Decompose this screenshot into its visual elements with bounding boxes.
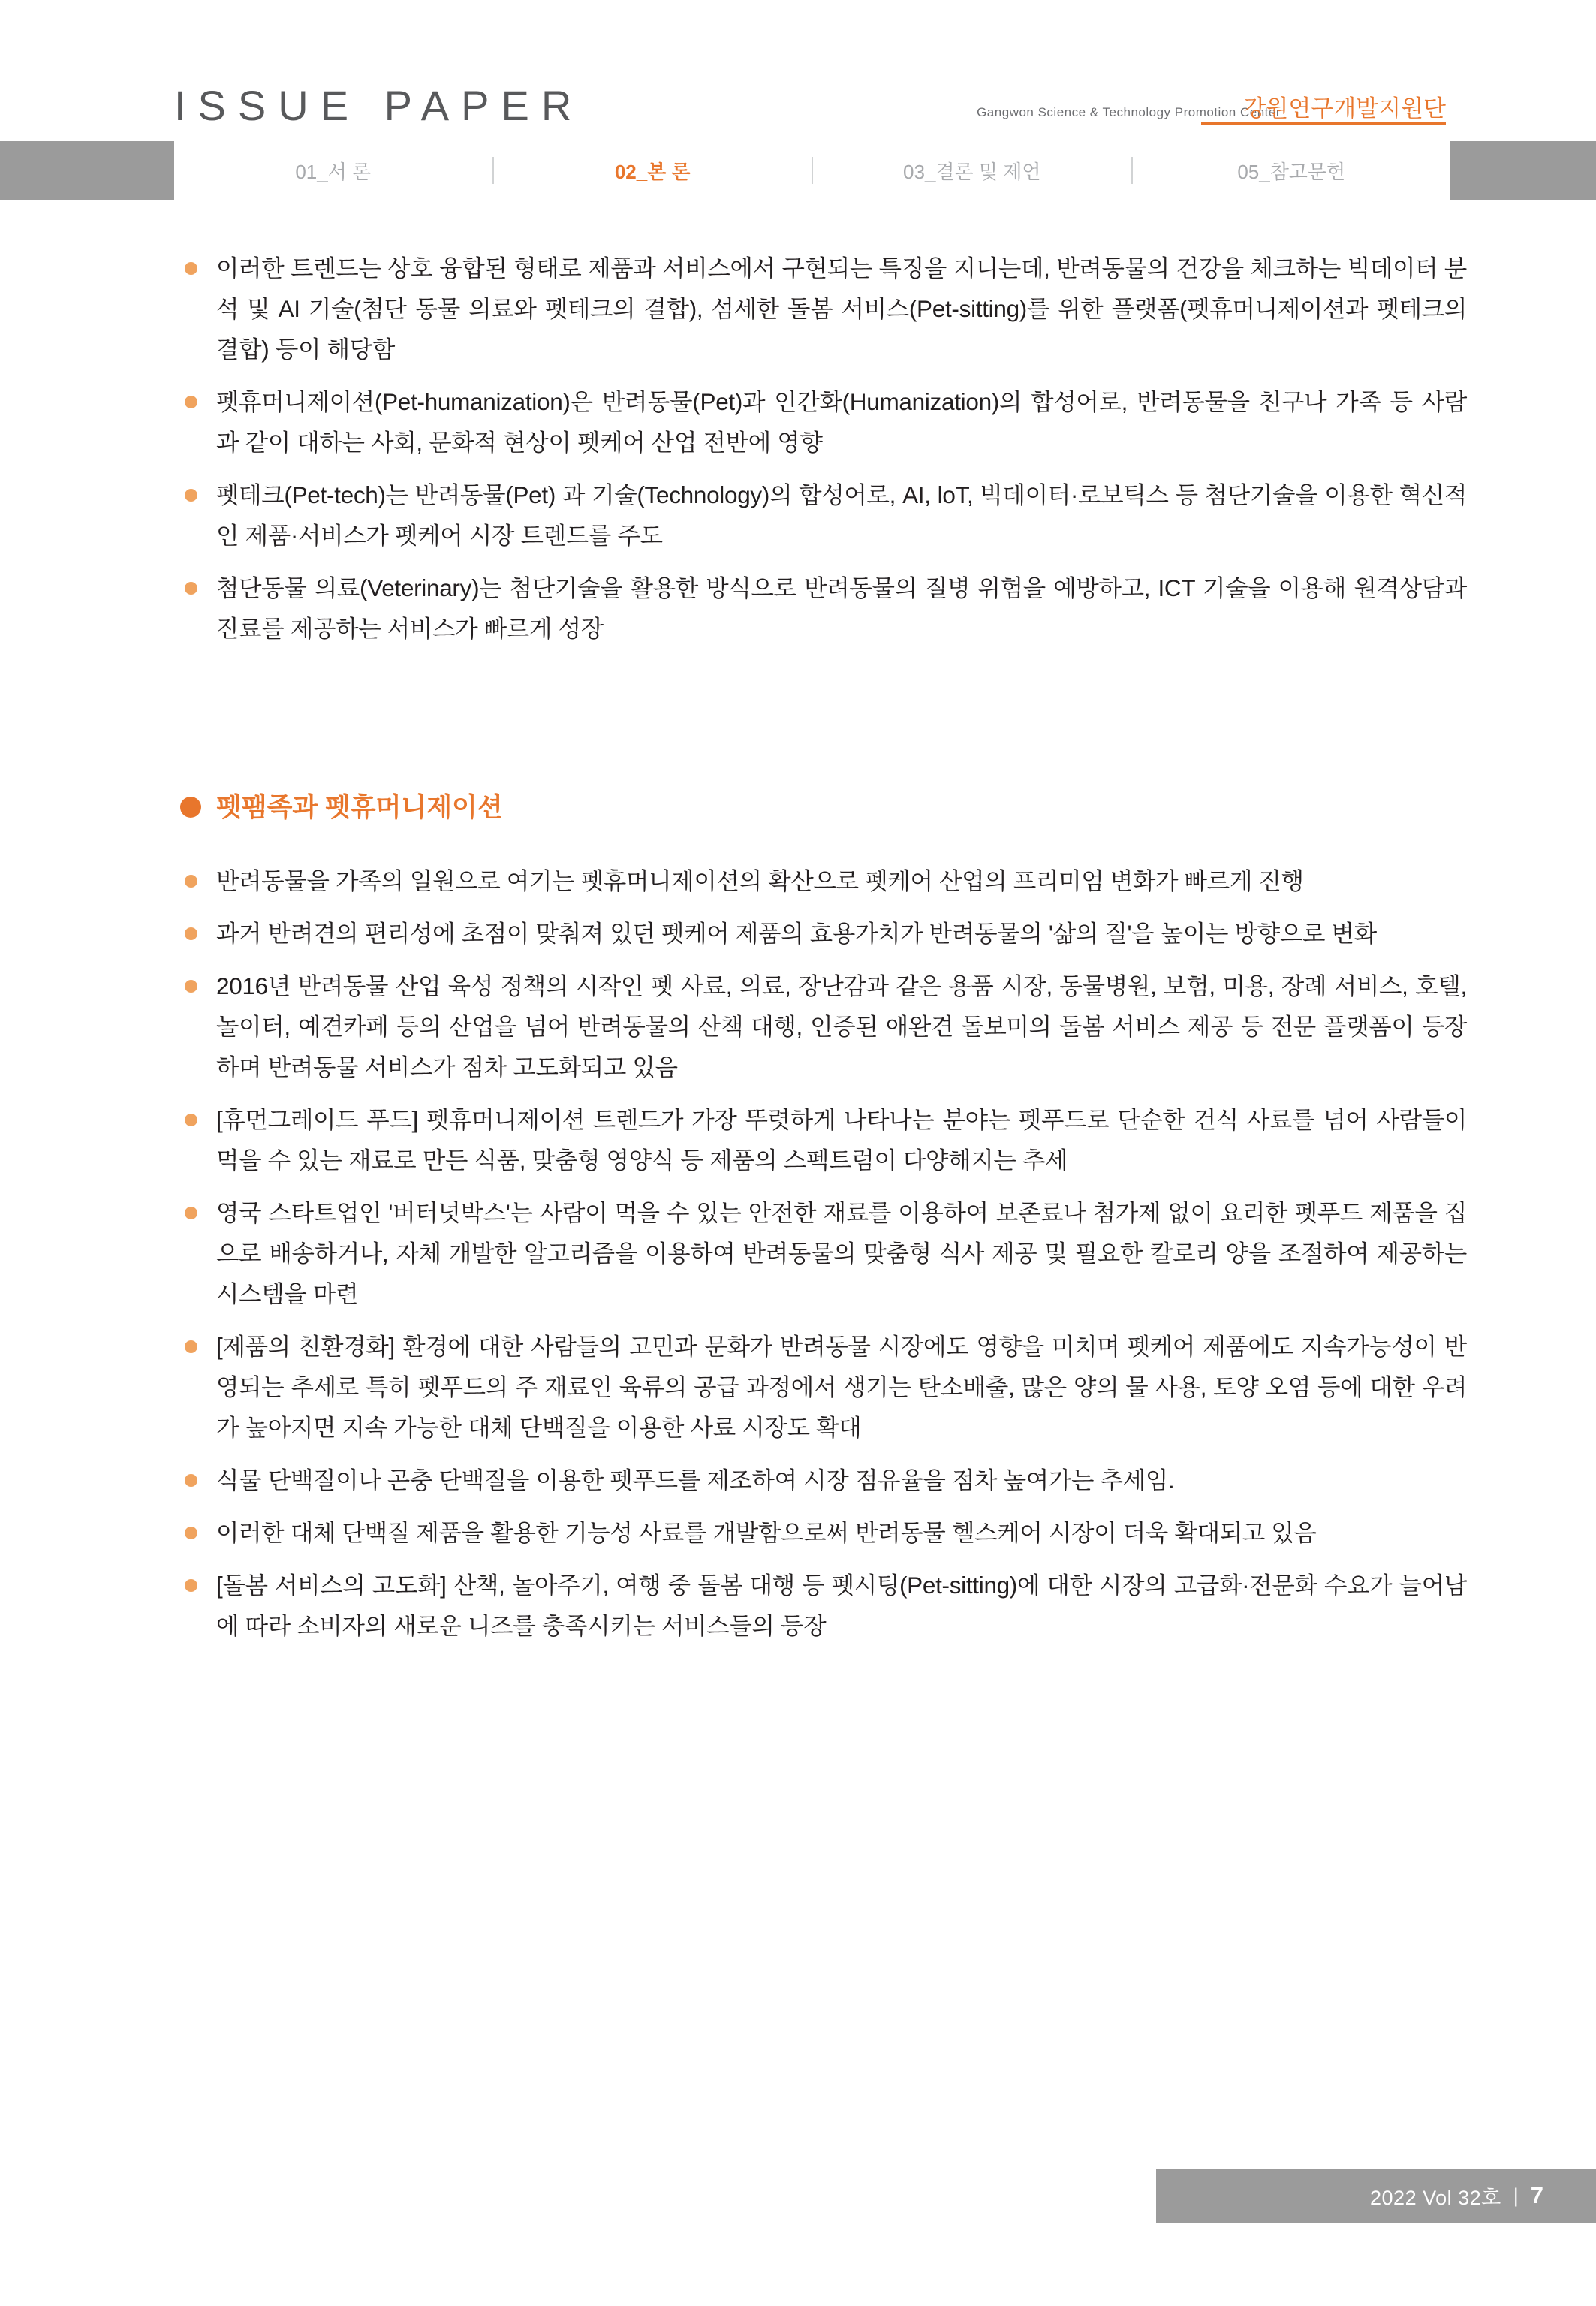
organization-name-ko: 강원연구개발지원단 xyxy=(1243,95,1446,122)
organization-underline xyxy=(1201,122,1446,125)
page-footer xyxy=(1156,2169,1596,2223)
organization-name-en: Gangwon Science & Technology Promotion Center xyxy=(977,105,1281,119)
section-heading xyxy=(173,788,1467,827)
list-item-text: 과거 반려견의 편리성에 초점이 맞춰져 있던 펫케어 제품의 효용가치가 반려동물의 '삶의 질'을 높이는 방향으로 변화 xyxy=(216,920,1377,947)
page-header xyxy=(0,0,1596,203)
bullet-dot-icon xyxy=(185,582,197,595)
bullet-dot-icon xyxy=(185,1474,197,1487)
bullet-dot-icon xyxy=(185,1527,197,1539)
list-item-text: 첨단동물 의료(Veterinary)는 첨단기술을 활용한 방식으로 반려동물의 질병 위험을 예방하고, ICT 기술을 이용해 원격상담과 진료를 제공하는 서비스가 빠르게 성장 xyxy=(216,574,1467,642)
nav-item-conclusion[interactable]: 03_결론 및 제언 xyxy=(903,160,1041,183)
bullet-dot-icon xyxy=(185,980,197,993)
list-item-text: 영국 스타트업인 '버터넛박스'는 사람이 먹을 수 있는 안전한 재료를 이용하여 보존료나 첨가제 없이 요리한 펫푸드 제품을 집으로 배송하거나, 자체 개발한 알고리즘을 이용하여 반려동물의 맞춤형 식사 제공 및 필요한 칼로리 양을 조절하여 제공하는 시스템을 마련 xyxy=(216,1199,1467,1307)
list-item xyxy=(173,1512,1467,1553)
nav-item-main-body[interactable]: 02_본 론 xyxy=(614,160,691,183)
list-item xyxy=(173,475,1467,556)
list-item xyxy=(173,1460,1467,1500)
list-item-text: 펫테크(Pet-tech)는 반려동물(Pet) 과 기술(Technology)의 합성어로, AI, loT, 빅데이터·로보틱스 등 첨단기술을 이용한 혁신적인 제품·서비스가 펫케어 시장 트렌드를 주도 xyxy=(216,481,1467,549)
section-spacer xyxy=(0,661,1596,716)
navigation-bar xyxy=(174,141,1450,200)
list-item xyxy=(173,381,1467,463)
list-item-text: [제품의 친환경화] 환경에 대한 사람들의 고민과 문화가 반려동물 시장에도 영향을 미치며 펫케어 제품에도 지속가능성이 반영되는 추세로 특히 펫푸드의 주 재료인 육류의 공급 과정에서 생기는 탄소배출, 많은 양의 물 사용, 토양 오염 등에 대한 우려가 높아지면 지속 가능한 대체 단백질을 이용한 사료 시장도 확대 xyxy=(216,1333,1467,1441)
nav-item-introduction[interactable]: 01_서 론 xyxy=(295,160,372,183)
list-item-text: 반려동물을 가족의 일원으로 여기는 펫휴머니제이션의 확산으로 펫케어 산업의 프리미엄 변화가 빠르게 진행 xyxy=(216,867,1304,894)
bullet-dot-icon xyxy=(185,1207,197,1219)
bullet-dot-icon xyxy=(185,875,197,888)
list-item-text: [휴먼그레이드 푸드] 펫휴머니제이션 트렌드가 가장 뚜렷하게 나타나는 분야는 펫푸드로 단순한 건식 사료를 넘어 사람들이 먹을 수 있는 재료로 만든 식품, 맞춤형 영양식 등 제품의 스펙트럼이 다양해지는 추세 xyxy=(216,1106,1467,1174)
page-title: ISSUE PAPER xyxy=(174,82,584,129)
footer-page-number: 7 xyxy=(1530,2182,1543,2208)
section-heading-text: 펫팸족과 펫휴머니제이션 xyxy=(216,793,503,822)
bullet-dot-icon xyxy=(185,1340,197,1353)
list-item-text: 이러한 트렌드는 상호 융합된 형태로 제품과 서비스에서 구현되는 특징을 지니는데, 반려동물의 건강을 체크하는 빅데이터 분석 및 AI 기술(첨단 동물 의료와 펫테크의 결합), 섬세한 돌봄 서비스(Pet-sitting)를 위한 플랫폼(펫휴머니제이션과 펫테크의 결합) 등이 해당함 xyxy=(216,255,1467,363)
section-bullet-icon xyxy=(180,797,201,818)
list-item xyxy=(173,966,1467,1087)
nav-item-references[interactable]: 05_참고문헌 xyxy=(1237,160,1346,183)
document-body xyxy=(0,248,1596,1658)
list-item xyxy=(173,568,1467,649)
list-item xyxy=(173,248,1467,369)
bullet-dot-icon xyxy=(185,927,197,940)
list-item xyxy=(173,861,1467,901)
section-bullet-list xyxy=(0,861,1596,1646)
list-item xyxy=(173,1099,1467,1180)
list-item-text: 식물 단백질이나 곤충 단백질을 이용한 펫푸드를 제조하여 시장 점유율을 점차 높여가는 추세임. xyxy=(216,1466,1175,1494)
list-item-text: [돌봄 서비스의 고도화] 산책, 놀아주기, 여행 중 돌봄 대행 등 펫시팅(Pet-sitting)에 대한 시장의 고급화·전문화 수요가 늘어남에 따라 소비자의 새로운 니즈를 충족시키는 서비스들의 등장 xyxy=(216,1572,1467,1639)
top-bullet-list xyxy=(0,248,1596,649)
list-item xyxy=(173,913,1467,954)
list-item-text: 펫휴머니제이션(Pet-humanization)은 반려동물(Pet)과 인간화(Humanization)의 합성어로, 반려동물을 친구나 가족 등 사람과 같이 대하는 사회, 문화적 현상이 펫케어 산업 전반에 영향 xyxy=(216,388,1467,456)
bullet-dot-icon xyxy=(185,1114,197,1126)
footer-volume: 2022 Vol 32호 xyxy=(1370,2186,1501,2209)
bullet-dot-icon xyxy=(185,489,197,502)
list-item xyxy=(173,1326,1467,1448)
list-item-text: 2016년 반려동물 산업 육성 정책의 시작인 펫 사료, 의료, 장난감과 같은 용품 시장, 동물병원, 보험, 미용, 장례 서비스, 호텔, 놀이터, 예견카페 등의 산업을 넘어 반려동물의 산책 대행, 인증된 애완견 돌보미의 돌봄 서비스 제공 등 전문 플랫폼이 등장하며 반려동물 서비스가 점차 고도화되고 있음 xyxy=(216,972,1467,1081)
list-item xyxy=(173,1565,1467,1646)
footer-separator: | xyxy=(1513,2184,1519,2207)
bullet-dot-icon xyxy=(185,396,197,408)
bullet-dot-icon xyxy=(185,262,197,275)
list-item xyxy=(173,1192,1467,1314)
list-item-text: 이러한 대체 단백질 제품을 활용한 기능성 사료를 개발함으로써 반려동물 헬스케어 시장이 더욱 확대되고 있음 xyxy=(216,1519,1317,1546)
bullet-dot-icon xyxy=(185,1579,197,1592)
